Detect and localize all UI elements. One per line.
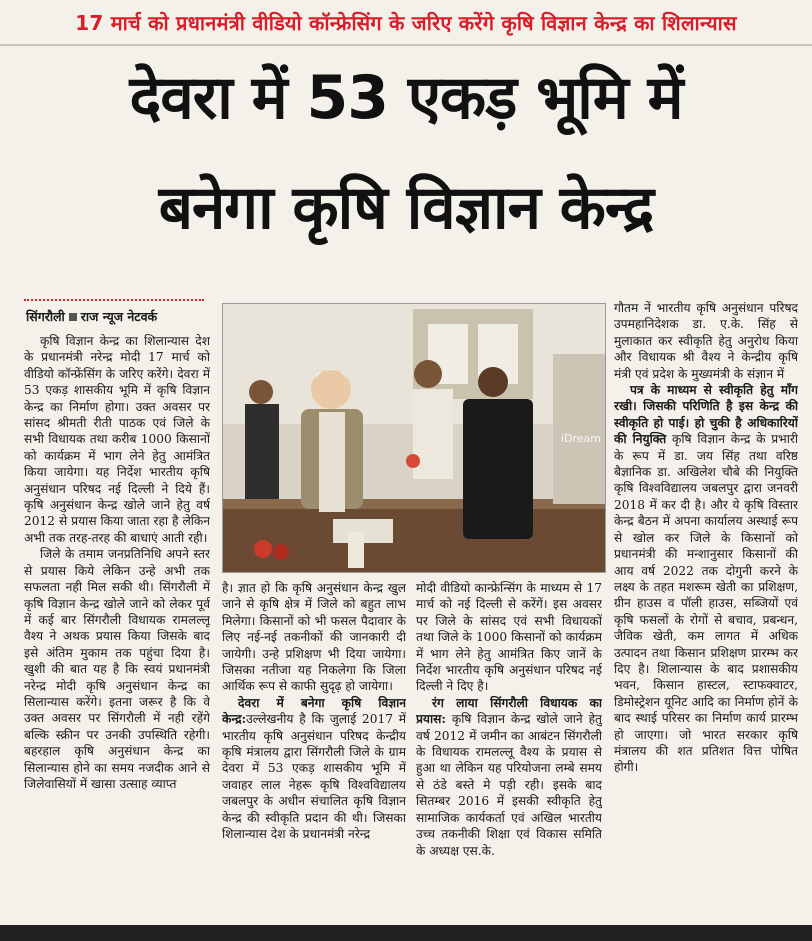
- subheading: पत्र के माध्यम से स्वीकृति हेतु माँग रखी। जिसकी परिणिति है इस केन्द्र की स्वीकृति हो पाई। हो चुकी है अधिकारियों की नियुक्ति: [614, 383, 798, 447]
- paragraph: मोदी वीडियो कान्फ्रेन्सिंग के माध्यम से 17 मार्च को नई दिल्ली से करेंगें। इस अवसर पर जिले के सांसद एवं सभी विधायकों तथा जिले के 1000 किसानों को कार्यक्रम में भाग लेने हेतु आमंत्रित किए जानें के निर्देश भारतीय कृषि अनुसंधान परिषद नई दिल्ली ने दिए है।: [416, 581, 602, 694]
- article-column-2: [222, 580, 406, 941]
- paragraph: [614, 382, 798, 776]
- paragraph-lead: देवरा में बनेगा कृषि विज्ञान केन्द्र:: [222, 695, 406, 727]
- square-bullet-icon: [69, 313, 77, 321]
- strap-text: 17 मार्च को प्रधानमंत्री वीडियो कॉन्फ्रेसिंग के जरिए करेंगे कृषि विज्ञान केन्द्र का शिलान्यास: [75, 10, 737, 35]
- byline: [26, 308, 157, 325]
- paragraph: जिले के तमाम जनप्रतिनिधि अपने स्तर से प्रयास किये लेकिन उन्हे अभी तक सफलता नही मिल सकी थी। सिंगरौली में कृषि विज्ञान केन्द्र खोले जाने को लेकर पूर्व में कई बार सिंगरौली विधायक रामलल्लू वैश्य ने अथक प्रयास किया जिसके बाद इसे अंतिम मुकाम तक पहुंचा दिया है। खुशी की बात यह है कि स्वयं प्रधानमंत्री नरेन्द्र मोदी कृषि अनुसंधान केन्द्र का सिलान्यास करेंगे। इतना जरूर है कि वे उक्त अवसर पर सिंगरौली में नही रहेंगे बल्कि स्क्रीन पर उनकी उपस्थिति रहेगी। बहरहाल कृषि अनुसंधान केन्द्र का सिलान्यास होने का समय नजदीक आने से जिलेवासियों में खासा उत्साह व्याप्त: [24, 547, 210, 791]
- article-column-1: [24, 333, 210, 941]
- headline-line-2: बनेगा कृषि विज्ञान केन्द्र: [158, 173, 654, 243]
- photo-watermark: iDream: [560, 432, 601, 445]
- bottom-bar: [0, 925, 812, 941]
- paragraph: है। ज्ञात हो कि कृषि अनुसंधान केन्द्र खुल जाने से कृषि क्षेत्र में जिले को बहुत लाभ मिलेगा। किसानों को भी फसल पैदावार के लिए नई-नई तकनीकों की जानकारी दी जायेगी। उन्हे प्रशिक्षण भी दिया जायेगा। जिसका नतीजा यह निकलेगा कि जिला आर्थिक रूप से काफी सुदृढ़ हो जायेगा।: [222, 581, 406, 694]
- photo-illustration: [223, 304, 605, 572]
- paragraph-body: कृषि विज्ञान केन्द्र खोले जाने हेतु वर्ष 2012 में जमीन का आबंटन सिंगरौली के विधायक रामलल्लू वैश्य के प्रयास से हुआ था लेकिन यह परियोजना लम्बे समय से ठंडे बस्ते मे पड़ी रही। इसके बाद सितम्बर 2016 में इसकी स्वीकृति हेतु सामाजिक कार्यकर्ता एवं अखिल भारतीय उच्च तकनीकी शिक्षा एवं विकास समिति के अध्यक्ष एस.के.: [416, 712, 602, 858]
- article-column-4: [614, 300, 798, 941]
- article-column-3: [416, 580, 602, 941]
- byline-agency: राज न्यूज नेटवर्क: [80, 309, 158, 324]
- byline-divider: [24, 299, 204, 301]
- paragraph: [416, 695, 602, 859]
- byline-place: सिंगरौली: [26, 309, 65, 324]
- paragraph: गौतम नें भारतीय कृषि अनुसंधान परिषद उपमहानिदेशक डा. ए.के. सिंह से मुलाकात कर स्वीकृति हेतु अनुरोध किया और विधायक श्री वैश्य ने केन्द्रीय कृषि मंत्री एवं प्रदेश के मुख्यमंत्री के संज्ञान में: [614, 301, 798, 381]
- subheading: रंग लाया सिंगरौली विधायक का प्रयास:: [416, 695, 602, 727]
- paragraph-body: कृषि विज्ञान केन्द्र के प्रभारी के रूप में डा. जय सिंह तथा वरिष्ठ बैज्ञानिक डा. अखिलेश चौबे की नियुक्ति कृषि विश्वविद्यालय जबलपुर द्वारा जनवरी 2018 में कर दी है। और ये कृषि विस्तार केन्द्र बैठन में अपना कार्यालय अस्थाई रूप से खोल कर जिले के किसानों को प्रधानमंत्री की मन्शानुसार किसानों की आय वर्ष 2022 तक दोगुनी करने के लक्ष्य के तहत मशरूम खेती का प्रशिक्षण, ग्रीन हाउस व पॉली हाउस, सब्जियों एवं कृषि फसलों के रोगों से बचाव, प्रबन्धन, जैविक खेती, कम लागत में अधिक उत्पादन तथा किसान प्रशिक्षण प्रारम्भ कर दिए है। शिलान्यास के बाद प्रशासकीय भवन, किसान हास्टल, स्टाफक्वाटर, डिमोस्ट्रेशन यूनिट आदि का निर्माण होनें के बाद स्थाई परिसर का निर्माण कार्य प्रारम्भ हो जाएगा। जो भारत सरकार कृषि मंत्रालय की शत प्रतिशत वित्त पोषित होगी।: [614, 432, 798, 775]
- paragraph: कृषि विज्ञान केन्द्र का शिलान्यास देश के प्रधानमंत्री नरेन्द्र मोदी 17 मार्च को वीडियो कॉन्फ्रेंसिंग के जरिए करेंगे। देवरा में 53 एकड़ शासकीय भूमि में कृषि विज्ञान केन्द्र का निर्माण होगा। उक्त अवसर पर सांसद श्रीमती रीती पाठक एवं जिले के सभी विधायक तथा करीब 1000 किसानों को कार्यक्रम में भाग लेने हेतु आमंत्रित किया जायेगा। यह निर्देश भारतीय कृषि अनुसंधान परिषद नई दिल्ली ने दिये हैं। कृषि अनुसंधान केन्द्र खोले जाने हेतु वर्ष 2012 से प्रयास किया जाता रहा है लेकिन अभी तक तरह-तरह की बाधाएं आती रही।: [24, 334, 210, 545]
- news-photo: [222, 303, 606, 573]
- headline-line-1: देवरा में 53 एकड़ भूमि में: [129, 63, 683, 133]
- paragraph: [222, 695, 406, 843]
- top-strap: [0, 0, 812, 46]
- paragraph-body: उल्लेखनीय है कि जुलाई 2017 में भारतीय कृषि अनुसंधान परिषद केन्द्रीय कृषि मंत्रालय द्वारा सिंगरौली जिले के ग्राम देवरा में 53 एकड़ शासकीय भूमि में जवाहर लाल नेहरू कृषि विश्वविद्यालय जबलपुर के अधीन संचालित कृषि विज्ञान केन्द्र की स्वीकृति प्रदान की थी। जिसका शिलान्यास देश के प्रधानमंत्री नरेन्द्र: [222, 712, 406, 842]
